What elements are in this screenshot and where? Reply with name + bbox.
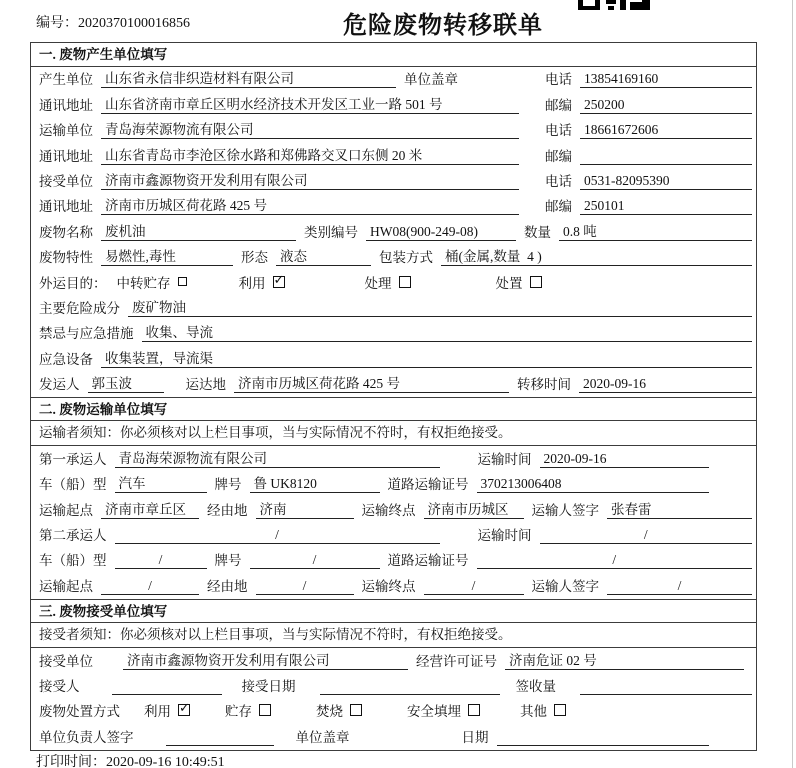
qr-code-icon: [578, 0, 656, 10]
transporter-zip-field: [580, 148, 752, 165]
option-label: 中转贮存: [116, 275, 171, 291]
transporter-notice-row: [31, 421, 756, 446]
route-start-field: /: [101, 577, 199, 595]
transporter-field: 青岛海荣源物流有限公司: [101, 121, 519, 139]
carrier-sign-field: /: [607, 577, 752, 595]
receiving-unit-label: 接受单位: [39, 653, 93, 669]
purpose-option: [117, 272, 187, 292]
plate-field: 鲁 UK8120: [250, 475, 380, 493]
receipt-qty-field: [580, 678, 752, 695]
unit-seal-label: 单位盖章: [295, 729, 350, 745]
packing-field: 桶(金属,数量 4 ): [441, 248, 752, 266]
checkbox-icon: [468, 704, 480, 716]
option-label: 处理: [364, 275, 392, 291]
section-3-header: 三. 废物接受单位填写: [31, 599, 756, 623]
serial-value: 2020370100016856: [78, 16, 190, 31]
unit-seal-label: 单位盖章: [404, 72, 458, 88]
producer-row: [31, 67, 756, 92]
transporter-phone-field: 18661672606: [580, 121, 752, 139]
purpose-label: 外运目的：: [39, 275, 107, 291]
traits-label: 废物特性: [39, 250, 93, 266]
road-permit-field: /: [477, 551, 753, 569]
checkbox-icon: [350, 704, 362, 716]
receiving-unit-row: [31, 648, 756, 673]
waste-name-field: 废机油: [101, 223, 296, 241]
road-permit-label: 道路运输证号: [387, 477, 469, 493]
via-field: 济南: [256, 501, 354, 519]
transporter-address-row: [31, 143, 756, 168]
print-timestamp: [36, 751, 225, 768]
route-end-label: 运输终点: [361, 502, 416, 518]
second-carrier-row: [31, 523, 756, 548]
checkbox-icon: [273, 276, 285, 288]
manifest-form: [30, 42, 757, 751]
address-label: 通讯地址: [39, 97, 93, 113]
destination-label: 运达地: [185, 377, 226, 393]
option-label: 贮存: [225, 704, 252, 720]
plate-field: /: [250, 551, 380, 569]
via-label: 经由地: [207, 578, 248, 594]
road-permit-label: 道路运输证号: [387, 553, 469, 569]
transport-time-label: 运输时间: [477, 528, 532, 544]
quantity-field: 0.8 吨: [559, 223, 752, 241]
route-start-label: 运输起点: [39, 578, 93, 594]
form-field: 液态: [276, 248, 371, 266]
receiver-phone-field: 0531-82095390: [580, 172, 752, 190]
zip-label: 邮编: [545, 148, 572, 164]
second-carrier-label: 第二承运人: [39, 528, 107, 544]
receiver-notice-row: [31, 623, 756, 648]
checkbox-icon: [554, 704, 566, 716]
first-carrier-row: [31, 446, 756, 471]
plate-label: 牌号: [214, 553, 242, 569]
first-carrier-field: 青岛海荣源物流有限公司: [115, 450, 440, 468]
date-label: 日期: [461, 729, 489, 745]
address-label: 通讯地址: [39, 199, 93, 215]
date-field: [497, 729, 710, 746]
dispatcher-field: 郭玉波: [88, 375, 164, 393]
receiver-address-row: [31, 194, 756, 219]
phone-label: 电话: [545, 123, 572, 139]
category-field: HW08(900-249-08): [366, 223, 516, 241]
vehicle-type-label: 车（船）型: [39, 477, 107, 493]
route-row-1: [31, 497, 756, 522]
phone-label: 电话: [545, 173, 572, 189]
taboo-measures-row: [31, 321, 756, 346]
road-permit-field: 370213006408: [477, 475, 710, 493]
phone-label: 电话: [545, 72, 572, 88]
purpose-option: [239, 272, 285, 292]
hazard-field: 废矿物油: [128, 299, 752, 317]
receiver-person-label: 接受人: [39, 678, 80, 694]
responsible-sign-field: [166, 729, 274, 746]
disposal-method-row: [31, 699, 756, 724]
vehicle-type-field: 汽车: [115, 475, 207, 493]
option-label: 利用: [144, 704, 171, 720]
option-label: 其他: [520, 704, 547, 720]
receive-date-field: [320, 678, 500, 695]
quantity-label: 数量: [524, 224, 551, 240]
receive-date-label: 接受日期: [241, 678, 296, 694]
producer-field: 山东省永信非织造材料有限公司: [101, 70, 396, 88]
purpose-option: [365, 272, 411, 292]
disposal-option: [316, 700, 362, 720]
receiver-row: [31, 169, 756, 194]
receiver-person-field: [112, 678, 222, 695]
plate-label: 牌号: [214, 477, 242, 493]
carrier-sign-field: 张春雷: [607, 501, 752, 519]
transporter-label: 运输单位: [39, 123, 93, 139]
route-start-label: 运输起点: [39, 502, 93, 518]
receiver-field: 济南市鑫源物资开发利用有限公司: [101, 172, 519, 190]
license-label: 经营许可证号: [416, 653, 497, 669]
option-label: 利用: [238, 275, 266, 291]
option-label: 焚烧: [316, 704, 343, 720]
disposal-option: [225, 700, 271, 720]
receiver-address-field: 济南市历城区荷花路 425 号: [101, 197, 519, 215]
receiver-person-row: [31, 674, 756, 699]
route-row-2: [31, 573, 756, 598]
vehicle-type-label: 车（船）型: [39, 553, 107, 569]
transfer-time-field: 2020-09-16: [579, 375, 752, 393]
waste-traits-row: [31, 245, 756, 270]
route-end-field: /: [424, 577, 524, 595]
carrier-sign-label: 运输人签字: [531, 502, 599, 518]
receiver-notice: 接受者须知：你必须核对以上栏目事项，当与实际情况不符时，有权拒绝接受。: [39, 627, 512, 643]
producer-phone-field: 13854169160: [580, 70, 752, 88]
transporter-row: [31, 118, 756, 143]
checkbox-icon: [178, 277, 187, 286]
vehicle-type-field: /: [115, 551, 207, 569]
category-label: 类别编号: [304, 224, 358, 240]
route-start-field: 济南市章丘区: [101, 501, 199, 519]
transport-time-field: /: [540, 526, 753, 544]
zip-label: 邮编: [545, 97, 572, 113]
checkbox-icon: [530, 276, 542, 288]
checkbox-icon: [399, 276, 411, 288]
zip-label: 邮编: [545, 199, 572, 215]
carrier-sign-label: 运输人签字: [531, 578, 599, 594]
receipt-qty-label: 签收量: [515, 678, 556, 694]
license-field: 济南危证 02 号: [505, 652, 744, 670]
vehicle-row-2: [31, 548, 756, 573]
option-label: 安全填埋: [407, 704, 461, 720]
via-label: 经由地: [207, 502, 248, 518]
transfer-time-label: 转移时间: [517, 377, 571, 393]
checkbox-icon: [259, 704, 271, 716]
traits-field: 易燃性,毒性: [101, 248, 233, 266]
equipment-label: 应急设备: [39, 351, 93, 367]
transporter-notice: 运输者须知：你必须核对以上栏目事项，当与实际情况不符时，有权拒绝接受。: [39, 425, 512, 441]
producer-zip-field: 250200: [580, 96, 752, 114]
page-right-edge: [792, 0, 793, 768]
purpose-option: [496, 272, 542, 292]
receiver-zip-field: 250101: [580, 197, 752, 215]
waste-name-label: 废物名称: [39, 224, 93, 240]
transporter-address-field: 山东省青岛市李沧区徐水路和郑佛路交叉口东侧 20 米: [101, 147, 519, 165]
taboo-field: 收集、导流: [142, 324, 753, 342]
receiving-unit-field: 济南市鑫源物资开发利用有限公司: [123, 652, 408, 670]
route-end-label: 运输终点: [361, 578, 416, 594]
waste-name-row: [31, 219, 756, 244]
page-title: 危险废物转移联单: [343, 12, 543, 39]
serial-label: 编号：: [36, 16, 78, 31]
route-end-field: 济南市历城区: [424, 501, 524, 519]
option-label: 处置: [495, 275, 523, 291]
destination-field: 济南市历城区荷花路 425 号: [234, 375, 509, 393]
disposal-option: [407, 700, 480, 720]
checkbox-icon: [178, 704, 190, 716]
responsible-sign-label: 单位负责人签字: [39, 729, 134, 745]
first-carrier-label: 第一承运人: [39, 451, 107, 467]
purpose-row: [31, 270, 756, 295]
dispatch-row: [31, 372, 756, 397]
taboo-label: 禁忌与应急措施: [39, 326, 134, 342]
print-time-value: 2020-09-16 10:49:51: [106, 755, 225, 768]
print-time-label: 打印时间：: [36, 755, 106, 768]
hazard-label: 主要危险成分: [39, 300, 120, 316]
second-carrier-field: /: [115, 526, 440, 544]
transport-time-field: 2020-09-16: [540, 450, 710, 468]
vehicle-row-1: [31, 472, 756, 497]
disposal-method-label: 废物处置方式: [39, 704, 120, 720]
via-field: /: [256, 577, 354, 595]
producer-address-row: [31, 92, 756, 117]
dispatcher-label: 发运人: [39, 377, 80, 393]
section-1-header: 一. 废物产生单位填写: [31, 43, 756, 67]
hazard-component-row: [31, 296, 756, 321]
responsible-sign-row: [31, 724, 756, 749]
transport-time-label: 运输时间: [477, 451, 532, 467]
equipment-field: 收集装置，导流渠: [101, 350, 752, 368]
disposal-option: [144, 700, 190, 720]
form-label: 形态: [241, 250, 268, 266]
disposal-option: [520, 700, 566, 720]
producer-label: 产生单位: [39, 72, 93, 88]
producer-address-field: 山东省济南市章丘区明水经济技术开发区工业一路 501 号: [101, 96, 519, 114]
emergency-equipment-row: [31, 346, 756, 371]
address-label: 通讯地址: [39, 148, 93, 164]
section-2-header: 二. 废物运输单位填写: [31, 397, 756, 421]
receiver-label: 接受单位: [39, 173, 93, 189]
packing-label: 包装方式: [379, 250, 433, 266]
